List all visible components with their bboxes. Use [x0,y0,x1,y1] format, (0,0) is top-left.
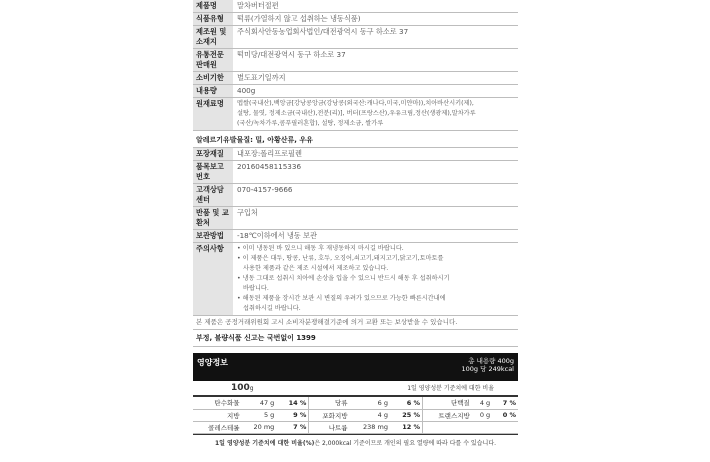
row-value: 400g [237,86,256,95]
nutrient-amount: 4 g [350,409,392,421]
table-row [193,409,518,421]
row-label: 내용량 [193,85,233,97]
caution-line: 바랍니다. [243,285,269,292]
row-net-weight [193,85,518,98]
table-row [193,421,518,433]
nutrition-header [193,353,518,381]
nutrition-subheader [193,381,518,397]
row-value: 내포장:폴리프로필렌 [237,149,302,158]
nutrient-percent: 7 % [494,397,518,409]
row-packaging [193,148,518,161]
row-value: 20160458115336 [237,162,302,171]
nutrient-amount: 0 g [472,409,494,421]
row-label: 품목보고번호 [193,161,233,183]
row-value: 떡류(가열하지 않고 섭취하는 냉동식품) [237,14,361,23]
row-product-name [193,0,518,13]
ingredients-line: 설탕, 물엿, 정제소금(국내산),전분(리)], 버터(프랑스산),우유크림,정산(생광제),말차가루 [237,110,476,117]
caution-line: 섭취하시길 바랍니다. [243,305,301,312]
nutrient-amount: 238 mg [350,421,392,433]
table-row [193,397,518,409]
row-label: 유통전문판매원 [193,49,233,71]
row-label: 소비기한 [193,72,233,84]
nutrient-name [423,421,472,433]
nutrient-percent: 14 % [278,397,309,409]
row-returns [193,207,518,230]
row-food-type [193,13,518,26]
ingredients-line: (국산/녹차가루,콤푸필러혼합), 설탕, 정제소금, 쌀가루 [237,120,384,127]
caution-line: • 이미 냉동된 바 있으니 해동 후 재냉동하지 마시길 바랍니다. [237,245,404,252]
row-value: 별도표기일까지 [237,73,286,82]
food-label-sheet [193,0,518,462]
serving-amount: 100 [231,383,250,393]
nutrient-name: 당류 [309,397,350,409]
row-label: 제품명 [193,0,233,12]
row-distributor [193,49,518,72]
report-hotline: 부정, 불량식품 신고는 국번없이 1399 [193,330,518,347]
calories-per-100g: 100g 당 249kcal [461,365,514,373]
nutrient-name: 콜레스테롤 [193,421,242,433]
nutrient-name: 포화지방 [309,409,350,421]
nutrient-amount: 47 g [242,397,279,409]
nutrient-amount: 20 mg [242,421,279,433]
row-expiry [193,72,518,85]
nutrient-amount [472,421,494,433]
nutrient-amount: 4 g [472,397,494,409]
row-value: 구입처 [237,208,258,217]
row-value: 말차버터절편 [237,1,279,10]
row-label: 원재료명 [193,98,233,130]
nutrient-percent [494,421,518,433]
ingredients-line: 멥쌀(국내산),백앙금[강낭콩앙금(강낭콩(외국산:캐나다,미국,미얀마)),치아바산시키(제), [237,100,474,107]
row-value: 떡미당/대전광역시 동구 하소로 37 [237,50,346,59]
label-top-rows [193,0,518,131]
nutrient-name: 트랜스지방 [423,409,472,421]
row-label: 주의사항 [193,243,233,315]
nutrient-percent: 0 % [494,409,518,421]
nutrient-percent: 25 % [392,409,423,421]
nutrient-percent: 6 % [392,397,423,409]
label-bottom-rows [193,148,518,316]
nutrition-panel [193,353,518,450]
total-weight: 총 내용량 400g [468,357,514,365]
nutrient-percent: 7 % [278,421,309,433]
policy-text: 본 제품은 공정거래위원회 고시 소비자분쟁해결기준에 의거 교환 또는 보상받을 수 있습니다. [193,316,518,330]
serving-basis [231,383,254,393]
row-value: -18℃이하에서 냉동 보관 [237,231,317,240]
nutrient-percent: 9 % [278,409,309,421]
nutrient-name: 탄수화물 [193,397,242,409]
caution-text [233,243,518,315]
ingredients-text [233,98,518,130]
row-value: 070-4157-9666 [237,185,293,194]
row-label: 고객상담센터 [193,184,233,206]
caution-line: • 이 제품은 대두, 땅콩, 난류, 호두, 오징어,쇠고기,돼지고기,닭고기,토마토를 [237,255,444,262]
nutrient-amount: 5 g [242,409,279,421]
row-label: 반품 및 교환처 [193,207,233,229]
footnote-bold: 1일 영양성분 기준치에 대한 비율(%) [214,439,315,447]
nutrient-name: 단백질 [423,397,472,409]
row-caution [193,243,518,316]
caution-line: • 해동된 제품을 장시간 보관 시 변질의 우려가 있으므로 가능한 빠른시간내에 [237,295,446,302]
row-label: 식품유형 [193,13,233,25]
footnote-text: 은 2,000kcal 기준이므로 개인의 필요 열량에 따라 다를 수 있습니다. [314,439,497,447]
caution-line: 사용한 제품과 같은 제조 시설에서 제조하고 있습니다. [243,265,389,272]
serving-unit: g [249,385,254,392]
nutrition-title: 영양정보 [197,358,228,367]
nutrient-percent: 12 % [392,421,423,433]
row-value: 주식회사안동농업회사법인/대전광역시 동구 하소로 37 [237,27,409,36]
nutrient-amount: 6 g [350,397,392,409]
row-label: 포장재질 [193,148,233,160]
row-ingredients [193,98,518,131]
row-label: 제조원 및 소재지 [193,26,233,48]
allergy-notice: 알레르기유발물질: 밀, 아황산류, 우유 [193,134,518,148]
row-manufacturer [193,26,518,49]
caution-line: • 냉동 그대로 섭취시 치아에 손상을 입을 수 있으니 반드시 해동 후 섭취하시기 [237,275,450,282]
row-label: 보관방법 [193,230,233,242]
row-storage [193,230,518,243]
row-customer-center [193,184,518,207]
nutrient-name: 지방 [193,409,242,421]
nutrition-footnote [193,434,518,450]
nutrient-name: 나트륨 [309,421,350,433]
nutrition-table [193,397,518,434]
nutrition-total [462,357,514,373]
ratio-header: 1일 영양성분 기준치에 대한 비율 [407,385,494,392]
row-report-number [193,161,518,184]
